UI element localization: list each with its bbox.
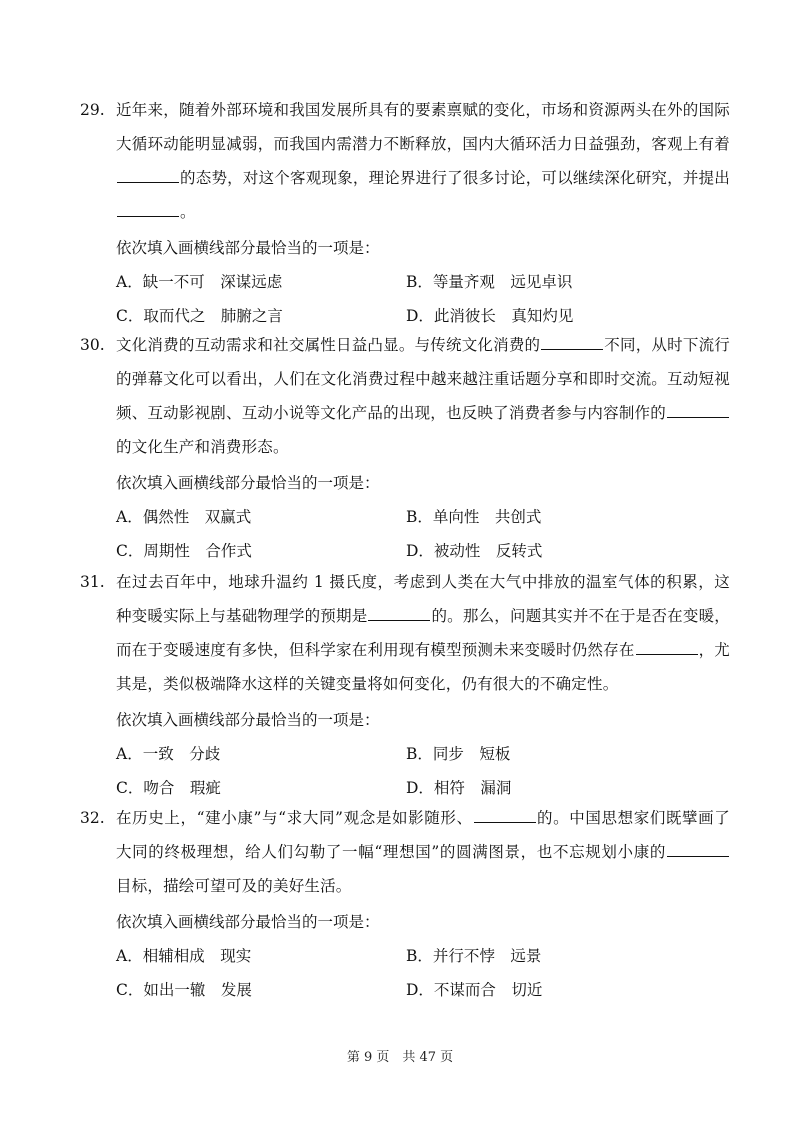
option-d: D．被动性 反转式 (406, 542, 543, 560)
answer-blank (117, 198, 179, 217)
option-d: D．此消彼长 真知灼见 (406, 307, 574, 325)
option-c: C．如出一辙 发展 (116, 981, 252, 999)
option-b: B．并行不悖 远景 (406, 947, 542, 965)
question-text: 文化消费的互动需求和社交属性日益凸显。与传统文化消费的 不同，从时下流行的弹幕文化可以看出，人们在文化消费过程中越来越注重话题分享和即时交流。互动短视频、互动影视剧、互动小说等文化产品的出现，也反映了消费者参与内容制作的的文化生产和消费形态。 (116, 328, 730, 464)
answer-blank (117, 164, 179, 183)
answer-options (116, 737, 730, 805)
option-d: D．不谋而合 切近 (406, 981, 543, 999)
question-text: 在历史上，“建小康”与“求大同”观念是如影随形、 的。中国思想家们既擘画了大同的终极理想，给人们勾勒了一幅“理想国”的圆满图景，也不忘规划小康的目标，描绘可望可及的美好生活。 (116, 801, 730, 903)
answer-options (116, 265, 730, 333)
question-30 (80, 328, 730, 568)
option-c: C．吻合 瑕疵 (116, 779, 221, 797)
question-number: 31. (80, 573, 105, 591)
option-c: C．取而代之 肺腑之言 (116, 307, 283, 325)
question-text: 在过去百年中，地球升温约 1 摄氏度，考虑到人类在大气中排放的温室气体的积累，这种变暖实际上与基础物理学的预期是 的。那么，问题其实并不在于是否在变暖，而在于变暖速度有多快，但科学家在利用现有模型预测未来变暖时仍然存在 ，尤其是，类似极端降水这样的关键变量将如何变化，仍有很大的不确定性。 (116, 573, 731, 693)
option-a: A．相辅相成 现实 (116, 947, 252, 965)
question-32 (80, 801, 730, 1007)
question-number: 32. (80, 809, 105, 827)
question-text: 近年来，随着外部环境和我国发展所具有的要素禀赋的变化，市场和资源两头在外的国际大循环动能明显减弱，而我国内需潜力不断释放，国内大循环活力日益强劲，客观上有着的态势，对这个客观现象，理论界进行了很多讨论，可以继续深化研究，并提出。 (116, 101, 730, 221)
option-a: A．偶然性 双赢式 (116, 508, 252, 526)
question-prompt: 依次填入画横线部分最恰当的一项是： (116, 711, 380, 729)
answer-options (116, 500, 730, 568)
answer-options (116, 939, 730, 1007)
option-a: A．一致 分歧 (116, 745, 221, 763)
question-31 (80, 565, 730, 805)
question-prompt: 依次填入画横线部分最恰当的一项是： (116, 913, 380, 931)
question-prompt: 依次填入画横线部分最恰当的一项是： (116, 474, 380, 492)
question-prompt: 依次填入画横线部分最恰当的一项是： (116, 239, 380, 257)
option-b: B．等量齐观 远见卓识 (406, 273, 573, 291)
option-c: C．周期性 合作式 (116, 542, 252, 560)
answer-blank (541, 331, 603, 350)
option-d: D．相符 漏洞 (406, 779, 512, 797)
answer-blank (368, 602, 430, 621)
question-number: 29. (80, 101, 105, 119)
answer-blank (474, 804, 536, 823)
answer-blank (667, 838, 729, 857)
answer-blank (667, 399, 729, 418)
question-number: 30. (80, 336, 105, 354)
page-footer: 第 9 页 共 47 页 (346, 1050, 454, 1065)
option-a: A．缺一不可 深谋远虑 (116, 273, 283, 291)
option-b: B．单向性 共创式 (406, 508, 542, 526)
option-b: B．同步 短板 (406, 745, 511, 763)
answer-blank (636, 636, 698, 655)
question-29 (80, 93, 730, 333)
